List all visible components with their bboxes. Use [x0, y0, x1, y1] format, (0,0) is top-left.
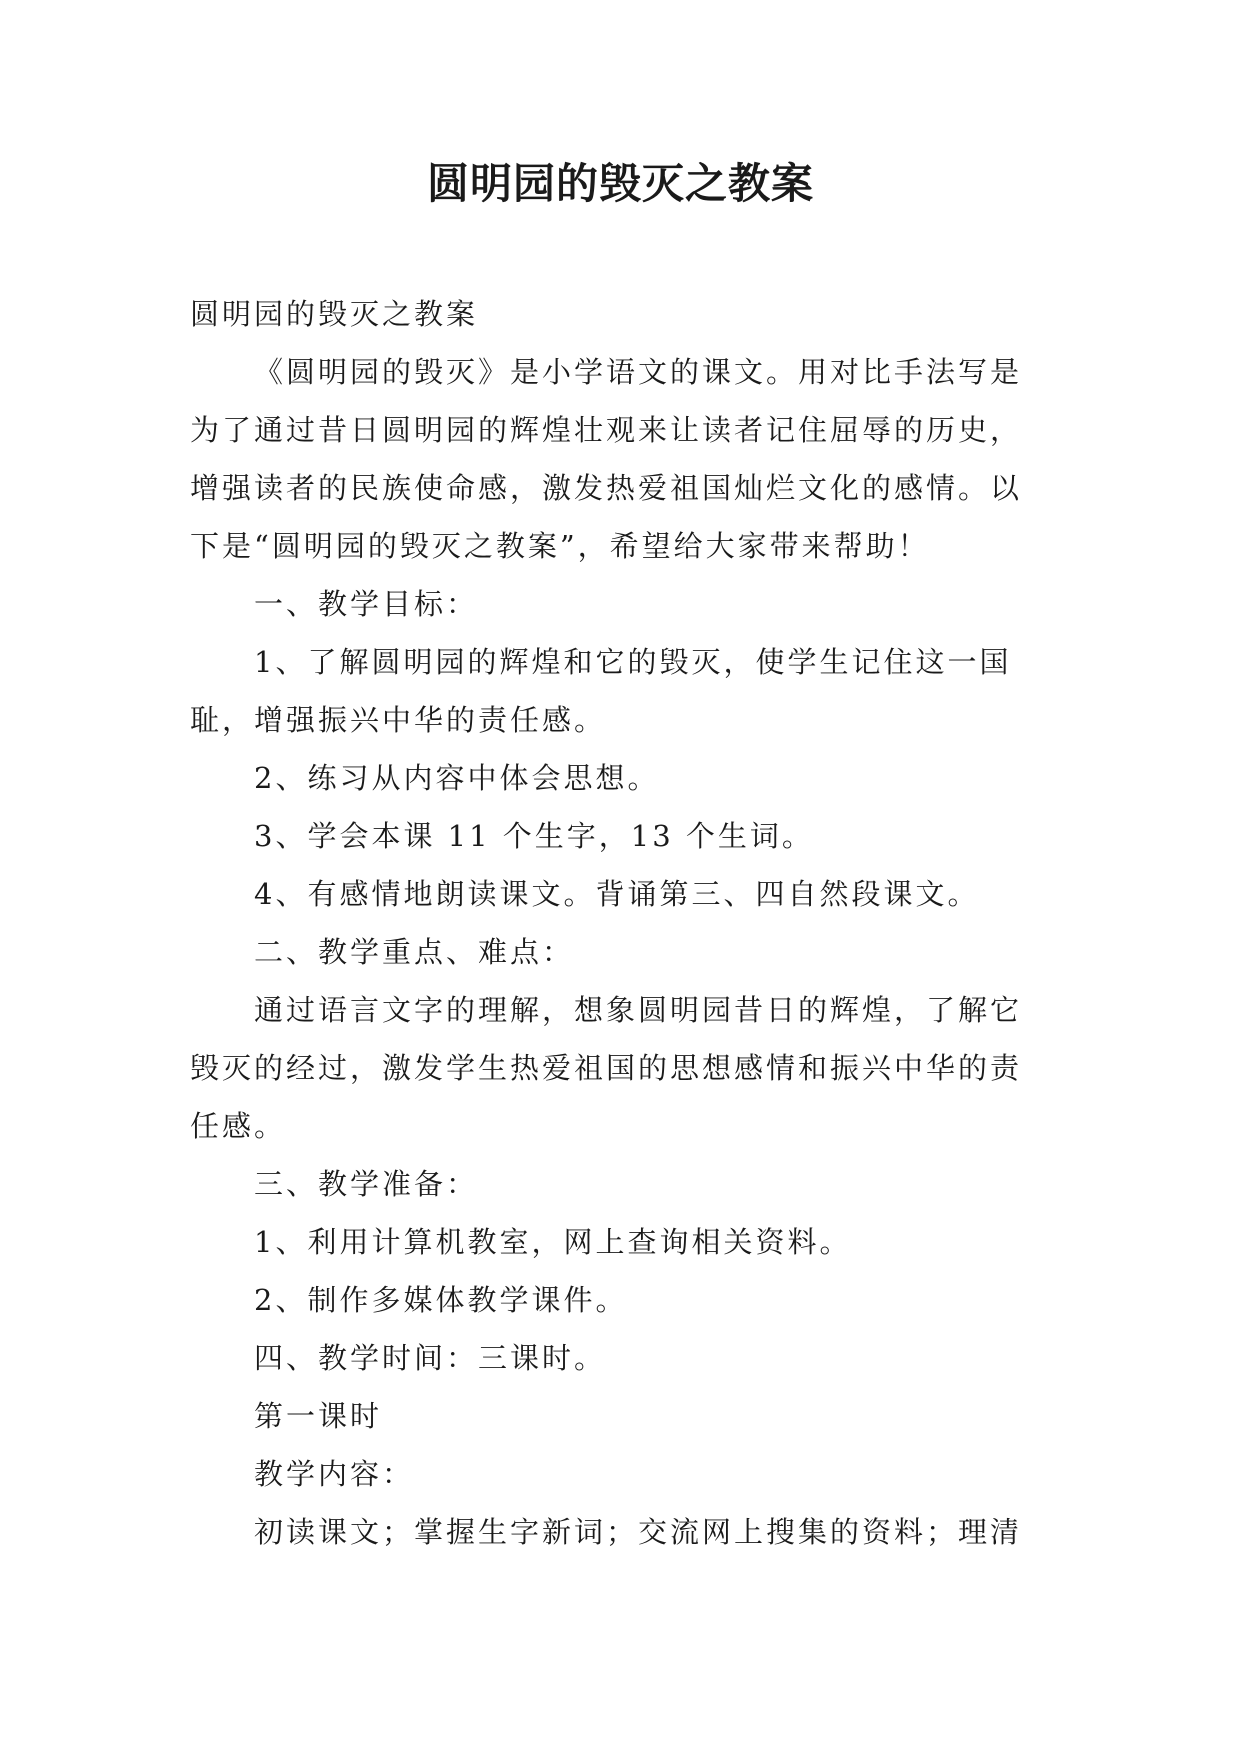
text-line: 教学内容：: [254, 1457, 415, 1491]
goal-item-4: [190, 865, 1052, 923]
text-line: 第一课时: [254, 1399, 383, 1433]
text-line: 2、制作多媒体教学课件。: [254, 1283, 628, 1317]
text-line: 3、学会本课 11 个生字，13 个生词。: [254, 819, 814, 853]
goal-item-3: [190, 807, 1052, 865]
text-line: 1、了解圆明园的辉煌和它的毁灭，使学生记住这一国: [254, 645, 1012, 679]
text-line: 2、练习从内容中体会思想。: [254, 761, 660, 795]
text-line: 增强读者的民族使命感，激发热爱祖国灿烂文化的感情。以: [190, 471, 1023, 505]
text-line: 下是“圆明园的毁灭之教案”，希望给大家带来帮助！: [190, 529, 930, 563]
text-line: 三、教学准备：: [254, 1167, 479, 1201]
text-line: 任感。: [190, 1109, 287, 1143]
key-points-text: [190, 981, 1052, 1155]
preparation-item-2: [190, 1271, 1052, 1329]
preparation-item-1: [190, 1213, 1052, 1271]
lesson-content-text: [190, 1503, 1052, 1561]
text-line: 1、利用计算机教室，网上查询相关资料。: [254, 1225, 852, 1259]
text-line: 《圆明园的毁灭》是小学语文的课文。用对比手法写是: [254, 355, 1023, 389]
text-line: 毁灭的经过，激发学生热爱祖国的思想感情和振兴中华的责: [190, 1051, 1023, 1085]
goal-item-2: [190, 749, 1052, 807]
text-line: 4、有感情地朗读课文。背诵第三、四自然段课文。: [254, 877, 980, 911]
paragraph-intro: [190, 343, 1052, 575]
text-line: 耻，增强振兴中华的责任感。: [190, 703, 607, 737]
section-heading-time: [190, 1329, 1052, 1387]
lesson-heading: [190, 1387, 1052, 1445]
lesson-content-heading: [190, 1445, 1052, 1503]
goal-item-1: [190, 633, 1052, 749]
text-line: 初读课文；掌握生字新词；交流网上搜集的资料；理清: [254, 1515, 1023, 1549]
text-line: 一、教学目标：: [254, 587, 479, 621]
section-heading-goals: [190, 575, 1052, 633]
document-title: 圆明园的毁灭之教案: [426, 159, 814, 208]
section-heading-key-points: [190, 923, 1052, 981]
text-line: 为了通过昔日圆明园的辉煌壮观来让读者记住屈辱的历史，: [190, 413, 1023, 447]
text-line: 二、教学重点、难点：: [254, 935, 575, 969]
section-heading-preparation: [190, 1155, 1052, 1213]
document-body: [190, 285, 1052, 1561]
text-line: 通过语言文字的理解，想象圆明园昔日的辉煌，了解它: [254, 993, 1023, 1027]
text-line: 四、教学时间：三课时。: [254, 1341, 607, 1375]
paragraph-subtitle: [190, 285, 1052, 343]
text-line: 圆明园的毁灭之教案: [190, 297, 479, 331]
